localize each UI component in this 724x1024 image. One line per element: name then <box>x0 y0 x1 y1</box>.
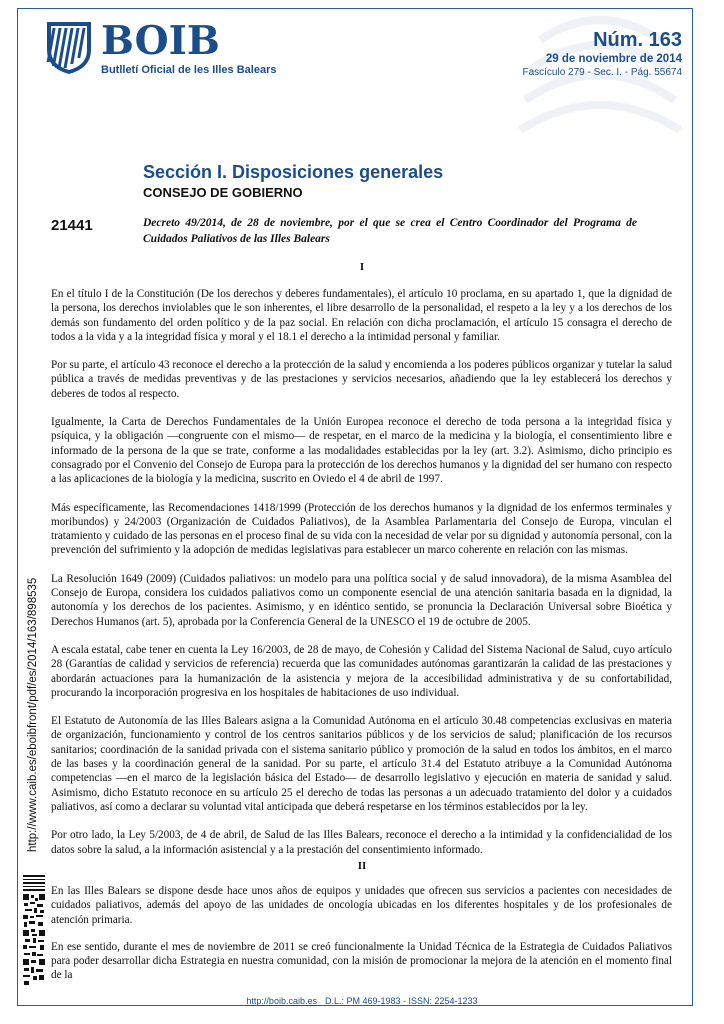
boib-shield-logo-icon <box>43 20 95 76</box>
page-footer <box>0 996 724 1006</box>
body-section-2 <box>51 884 672 996</box>
footer-link[interactable]: http://boib.caib.es <box>246 996 317 1006</box>
issue-number: Núm. 163 <box>593 29 682 51</box>
section-subtitle: CONSEJO DE GOBIERNO <box>143 185 303 200</box>
fascicle-info: Fascículo 279 - Sec. I. - Pág. 55674 <box>522 67 682 78</box>
qr-code-icon <box>22 874 46 986</box>
paragraph: Más específicamente, las Recomendaciones 1418/1999 (Protección de los derechos humanos y la dignidad de los enfermos terminales y moribundos) y 24/2003 (Organización de Cuidados Paliativos), de la Asamblea Parlamentaria del Consejo de Europa, vinculan el tratamiento y cuidado de las personas en el proceso final de su vida con la necesidad de velar por su dignidad y autonomía personal, con la prevención del sufrimiento y la adopción de medidas legislativas para establecer un marco coherente en relación con las mismas. <box>51 501 672 557</box>
heading-roman-1: I <box>359 261 365 273</box>
decree-title: Decreto 49/2014, de 28 de noviembre, por el que se crea el Centro Coordinador del Programa de Cuidados Paliativos de las Illes Balears <box>143 217 637 245</box>
paragraph: El Estatuto de Autonomía de las Illes Balears asigna a la Comunidad Autónoma en el artículo 30.48 competencias exclusivas en materia de organización, funcionamiento y control de los centros sanitarios públicos y de los servicios de salud; planificación de los recursos sanitarios; coordinación de la sanidad privada con el sistema sanitario público y promoción de la salud en todos los ámbitos, en el marco de las bases y la coordinación general de la sanidad. Por su parte, el artículo 31.4 del Estatuto atribuye a la Comunidad Autónoma competencias —en el marco de la legislación básica del Estado— de desarrollo legislativo y ejecución en materia de sanidad y salud. Asimismo, dicho Estatuto reconoce en su artículo 25 el derecho de todas las personas a un adecuado tratamiento del dolor y a cuidados paliativos, así como a declarar su voluntad vital anticipada que deberá respetarse en los términos establecidos por la ley. <box>51 715 672 813</box>
body-section-1 <box>51 287 672 871</box>
document-number: 21441 <box>51 217 93 234</box>
issue-info <box>522 28 682 80</box>
boib-logo-text: BOIB <box>101 18 220 64</box>
paragraph: La Resolución 1649 (2009) (Cuidados paliativos: un modelo para una política social y de salud innovadora), de la misma Asamblea del Consejo de Europa, considera los cuidados paliativos como un componente esencial de una atención sanitaria basada en la dignidad, la autonomía y los derechos de los pacientes. Asimismo, y en idéntico sentido, se pronuncia la Declaración Universal sobre Bioética y Derechos Humanos (art. 5), aprobada por la Conferencia General de la UNESCO el 19 de octubre de 2005. <box>51 572 672 628</box>
paragraph: Por otro lado, la Ley 5/2003, de 4 de abril, de Salud de las Illes Balears, reconoce el derecho a la intimidad y la confidencialidad de los datos sobre la salud, a la información asistencial y a la prestación del consentimiento informado. <box>51 829 672 856</box>
heading-roman-2: II <box>357 860 367 872</box>
footer-legal: D.L.: PM 469-1983 - ISSN: 2254-1233 <box>324 996 478 1006</box>
paragraph: En ese sentido, durante el mes de noviembre de 2011 se creó funcionalmente la Unidad Técnica de la Estrategia de Cuidados Paliativos para poder desarrollar dicha Estrategia en nuestra comunidad, con la misión de promocionar la mejora de la atención en el momento final de la <box>51 940 672 982</box>
paragraph: En el título I de la Constitución (De los derechos y deberes fundamentales), el artículo 10 proclama, en su apartado 1, que la dignidad de la persona, los derechos inviolables que le son inherentes, el libre desarrollo de la personalidad, el respeto a la ley y a los derechos de los demás son fundamento del orden político y de la paz social. En relación con dicha proclamación, el artículo 15 consagra el derecho de todos a la vida y a la integridad física y moral y el 18.1 el derecho a la intimidad personal y familiar. <box>51 288 672 343</box>
boib-subtitle: Butlletí Oficial de les Illes Balears <box>101 64 277 76</box>
document-url-vertical[interactable]: http://www.caib.es/eboibfront/pdf/es/2014/163/898535 <box>27 577 39 852</box>
paragraph: A escala estatal, cabe tener en cuenta la Ley 16/2003, de 28 de mayo, de Cohesión y Calidad del Sistema Nacional de Salud, cuyo artículo 28 (Garantías de calidad y servicios de referencia) recuerda que las comunidades autónomas garantizarán la calidad de las prestaciones y abordarán actuaciones para la humanización de la asistencia y mejora de la accesibilidad administrativa y de su confortabilidad, procurando la incorporación progresiva en los hospitales de habitaciones de uso individual. <box>51 643 672 699</box>
paragraph: Igualmente, la Carta de Derechos Fundamentales de la Unión Europea reconoce el derecho de toda persona a la integridad física y psíquica, y la obligación —congruente con el mismo— de respetar, en el marco de la medicina y la biología, el consentimiento libre e informado de la persona de la que se trate, conforme a las modalidades establecidas por la ley (art. 3.2). Asimismo, dicho principio es consagrado por el Convenio del Consejo de Europa para la protección de los derechos humanos y la dignidad del ser humano con respecto a las aplicaciones de la biología y la medicina, suscrito en Oviedo el 4 de abril de 1997. <box>51 416 672 486</box>
section-title: Sección I. Disposiciones generales <box>143 162 444 182</box>
paragraph: Por su parte, el artículo 43 reconoce el derecho a la protección de la salud y encomienda a los poderes públicos organizar y tutelar la salud pública a través de medidas preventivas y de las prestaciones y servicios necesarios, añadiendo que la ley establecerá los derechos y deberes de todos al respecto. <box>51 359 672 400</box>
issue-date: 29 de noviembre de 2014 <box>545 53 682 65</box>
paragraph: En las Illes Balears se dispone desde hace unos años de equipos y unidades que ofrecen sus servicios a pacientes con necesidades de cuidados paliativos, además del apoyo de las unidades de oncología ubicadas en los diferentes hospitales y de los profesionales de atención primaria. <box>51 885 672 926</box>
